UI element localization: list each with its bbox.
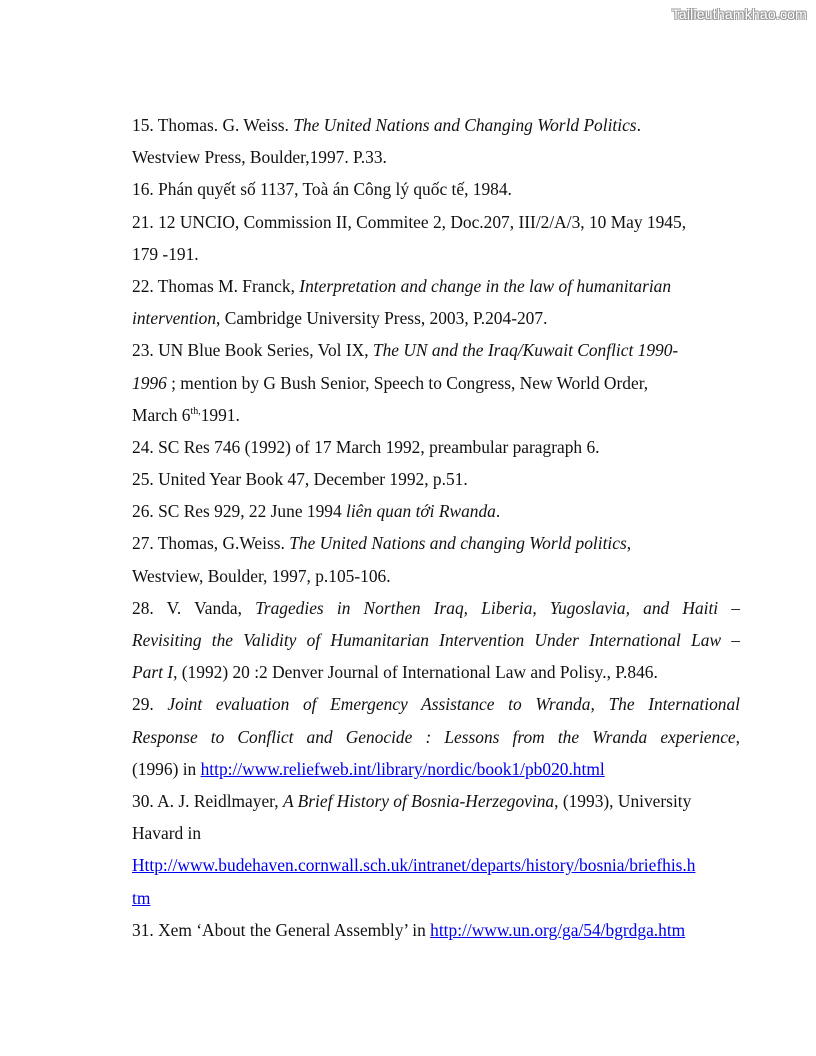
ref-title: Interpretation and change in the law of humanitarian xyxy=(299,275,672,296)
reference-27-line2: Westview, Boulder, 1997, p.105-106. xyxy=(132,565,391,586)
ref-title: Part I xyxy=(132,662,174,683)
reference-30-line1 xyxy=(132,785,740,817)
reference-26 xyxy=(132,495,740,527)
ref-title: Joint evaluation of Emergency Assistance to Wranda, The International xyxy=(167,694,740,715)
ref-title: A Brief History of Bosnia-Herzegovina xyxy=(282,790,555,811)
reference-30-line2: Havard in xyxy=(132,823,202,844)
reference-22-line2 xyxy=(132,302,740,334)
ref-text: March 6 xyxy=(132,404,191,425)
reference-31 xyxy=(132,914,740,946)
ref-text: 26. SC Res 929, 22 June 1994 xyxy=(132,501,347,522)
ref-text: . xyxy=(495,501,501,522)
ref-italic: liên quan tới Rwanda xyxy=(346,501,496,522)
reference-29-line1 xyxy=(132,688,740,720)
ref-text: ; mention by G Bush Senior, Speech to Congress, New World Order, xyxy=(166,372,649,393)
ref-text: , (1993), University xyxy=(554,790,692,811)
reference-21-line2: 179 -191. xyxy=(132,243,199,264)
ref-text: . xyxy=(636,115,641,135)
reference-30-line3 xyxy=(132,849,740,881)
ref-title: 1996 xyxy=(132,372,167,393)
ref-text: , xyxy=(626,533,632,554)
ref-title: Response to Conflict and Genocide : Lessons from the Wranda experience xyxy=(132,726,736,747)
reliefweb-link[interactable]: http://www.reliefweb.int/library/nordic/book1/pb020.html xyxy=(200,758,605,779)
ref-text: – xyxy=(718,597,741,618)
reference-25: 25. United Year Book 47, December 1992, p.51. xyxy=(132,469,468,490)
ref-text: , Cambridge University Press, 2003, P.204-207. xyxy=(216,308,548,329)
reference-22-line1 xyxy=(132,270,740,302)
reference-23-line2 xyxy=(132,367,740,399)
reference-29-line2 xyxy=(132,721,740,753)
ref-text: – xyxy=(721,630,740,650)
budehaven-link-continued[interactable]: tm xyxy=(132,887,151,908)
reference-15-line2: Westview Press, Boulder,1997. P.33. xyxy=(132,147,387,168)
ref-text: 30. A. J. Reidlmayer, xyxy=(132,790,283,811)
budehaven-link[interactable]: Http://www.budehaven.cornwall.sch.uk/intranet/departs/history/bosnia/briefhis.h xyxy=(132,855,696,876)
reference-16: 16. Phán quyết số 1137, Toà án Công lý quốc tế, 1984. xyxy=(132,179,512,200)
reference-30-line4 xyxy=(132,882,740,914)
reference-28-line2 xyxy=(132,624,740,656)
reference-29-line3 xyxy=(132,753,740,785)
un-ga-link[interactable]: http://www.un.org/ga/54/bgrdga.htm xyxy=(430,919,686,940)
reference-24: 24. SC Res 746 (1992) of 17 March 1992, preambular paragraph 6. xyxy=(132,436,600,457)
ref-text: 22. Thomas M. Franck, xyxy=(132,275,300,296)
ref-superscript: th, xyxy=(190,405,201,417)
ref-text: , (1992) 20 :2 Denver Journal of International Law and Polisy., P.846. xyxy=(173,662,658,683)
watermark: Tailieuthamkhao.com xyxy=(671,6,807,22)
ref-text: 27. Thomas, G.Weiss. xyxy=(132,533,290,554)
reference-27-line1 xyxy=(132,527,740,559)
ref-title: Revisiting the Validity of Humanitarian Intervention Under International Law xyxy=(132,630,722,650)
ref-text: (1996) in xyxy=(132,758,201,779)
reference-15-line1 xyxy=(132,109,740,141)
reference-28-line1 xyxy=(132,592,740,624)
ref-text: , xyxy=(735,726,740,747)
ref-text: 31. Xem ‘About the General Assembly’ in xyxy=(132,919,431,940)
ref-title: intervention xyxy=(132,308,217,329)
reference-21-line1: 21. 12 UNCIO, Commission II, Commitee 2, Doc.207, III/2/A/3, 10 May 1945, xyxy=(132,211,687,232)
ref-title: The United Nations and Changing World Politics xyxy=(293,115,637,135)
ref-text: 23. UN Blue Book Series, Vol IX, xyxy=(132,340,373,361)
ref-text: 28. V. Vanda, xyxy=(132,597,256,618)
reference-23-line1 xyxy=(132,334,740,366)
ref-title: Tragedies in Northen Iraq, Liberia, Yugoslavia, and Haiti xyxy=(255,597,719,618)
ref-title: The UN and the Iraq/Kuwait Conflict 1990- xyxy=(372,340,679,361)
reference-28-line3 xyxy=(132,656,740,688)
ref-title: The United Nations and changing World politics xyxy=(289,533,627,554)
ref-text: 15. Thomas. G. Weiss. xyxy=(132,115,294,135)
references-list xyxy=(132,109,740,946)
ref-text: 1991. xyxy=(200,404,240,425)
reference-23-line3 xyxy=(132,399,740,431)
ref-text: 29. xyxy=(132,694,168,715)
